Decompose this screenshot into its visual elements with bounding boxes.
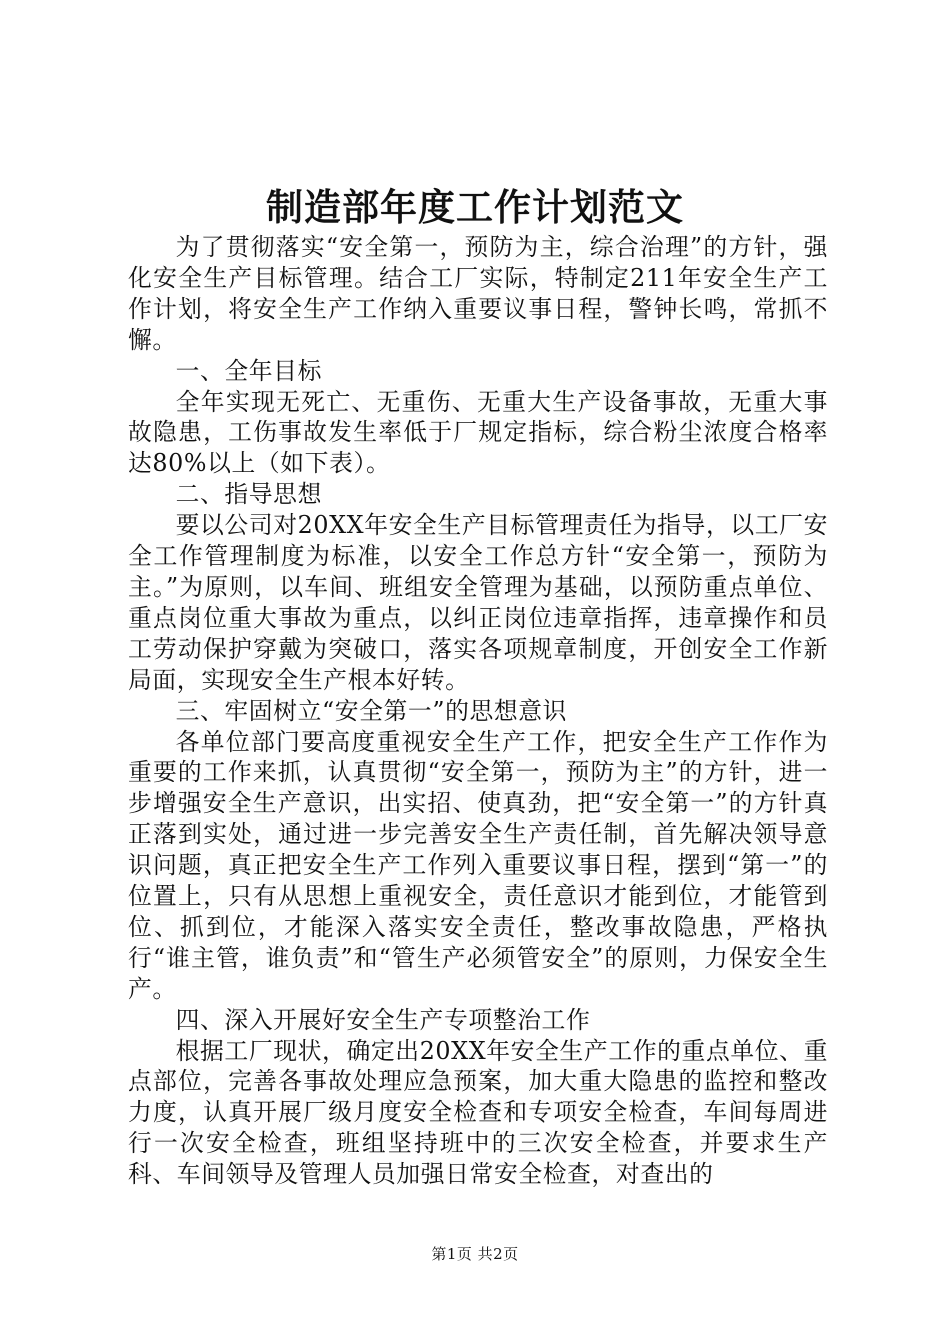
- document-body: [128, 232, 828, 1190]
- section-heading-guiding-idea: 二、指导思想: [175, 480, 322, 509]
- paragraph-annual-goal: 全年实现无死亡、无重伤、无重大生产设备事故，无重大事故隐患，工伤事故发生率低于厂规定指标，综合粉尘浓度合格率达80%以上（如下表）。: [128, 387, 828, 478]
- page-number-footer: 第1页 共2页: [431, 1245, 519, 1263]
- paragraph-intro: 为了贯彻落实“安全第一，预防为主，综合治理”的方针，强化安全生产目标管理。结合工厂实际，特制定211年安全生产工作计划，将安全生产工作纳入重要议事日程，警钟长鸣，常抓不懈。: [128, 233, 828, 354]
- paragraph-safety-awareness: 各单位部门要高度重视安全生产工作，把安全生产工作作为重要的工作来抓，认真贯彻“安全第一，预防为主”的方针，进一步增强安全生产意识，出实招、使真劲，把“安全第一”的方针真正落到实处，通过进一步完善安全生产责任制，首先解决领导意识问题，真正把安全生产工作列入重要议事日程，摆到“第一”的位置上，只有从思想上重视安全，责任意识才能到位，才能管到位、抓到位，才能深入落实安全责任，整改事故隐患，严格执行“谁主管，谁负责”和“管生产必须管安全”的原则，力保安全生产。: [128, 727, 828, 1003]
- section-heading-annual-goal: 一、全年目标: [175, 356, 322, 385]
- paragraph-special-rectification: 根据工厂现状，确定出20XX年安全生产工作的重点单位、重点部位，完善各事故处理应急预案，加大重大隐患的监控和整改力度，认真开展厂级月度安全检查和专项安全检查，车间每周进行一次安全检查，班组坚持班中的三次安全检查，并要求生产科、车间领导及管理人员加强日常安全检查，对查出的: [128, 1036, 828, 1189]
- paragraph-guiding-idea: 要以公司对20XX年安全生产目标管理责任为指导，以工厂安全工作管理制度为标准，以安全工作总方针“安全第一，预防为主。”为原则，以车间、班组安全管理为基础，以预防重点单位、重点岗位重大事故为重点，以纠正岗位违章指挥，违章操作和员工劳动保护穿戴为突破口，落实各项规章制度，开创安全工作新局面，实现安全生产根本好转。: [128, 511, 828, 694]
- section-heading-safety-awareness: 三、牢固树立“安全第一”的思想意识: [175, 696, 568, 725]
- section-heading-special-rectification: 四、深入开展好安全生产专项整治工作: [175, 1005, 591, 1034]
- document-title: 制造部年度工作计划范文: [266, 186, 684, 229]
